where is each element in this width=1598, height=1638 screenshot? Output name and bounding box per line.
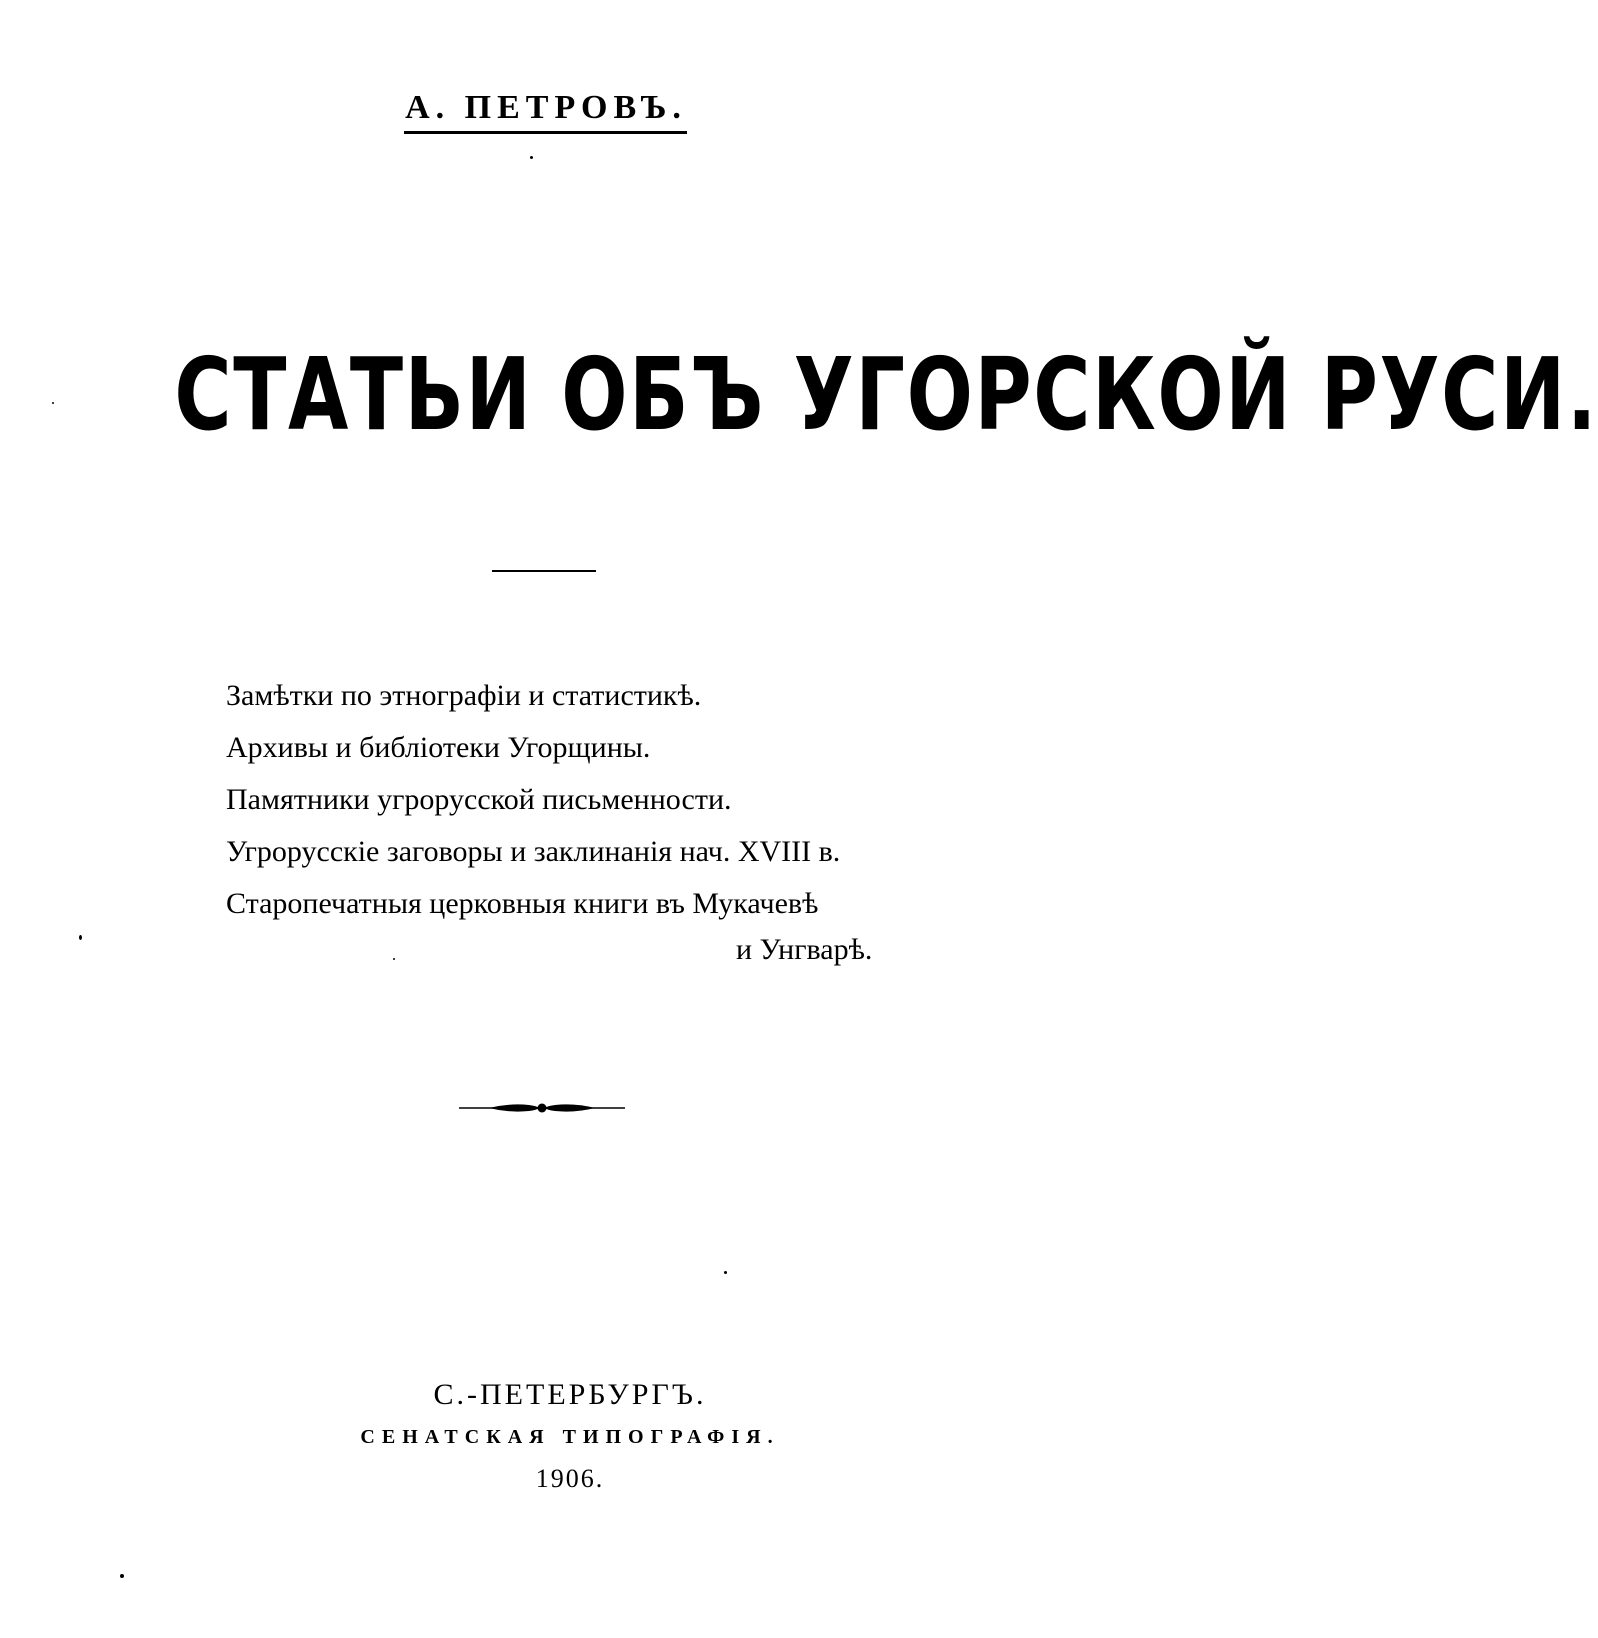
author-name: А. ПЕТРОВЪ. [405, 89, 687, 126]
title-divider [492, 570, 596, 572]
print-speck [393, 958, 395, 960]
imprint-press: СЕНАТСКАЯ ТИПОГРАФІЯ. [360, 1426, 780, 1448]
contents-item: Старопечатныя церковныя книги въ Мукачевѣ [226, 887, 819, 920]
print-speck [79, 935, 82, 940]
print-speck [724, 1271, 727, 1274]
imprint-year: 1906. [535, 1464, 605, 1493]
contents-item-continuation: и Унгварѣ. [736, 933, 873, 966]
book-title: СТАТЬИ ОБЪ УГОРСКОЙ РУСИ. [174, 336, 1598, 453]
print-speck [530, 156, 533, 159]
imprint-city: С.-ПЕТЕРБУРГЪ. [433, 1378, 707, 1411]
print-speck [120, 1574, 124, 1578]
author-underline [404, 131, 687, 134]
imprint [300, 1374, 840, 1500]
contents-list [226, 670, 986, 976]
contents-item: Замѣтки по этнографіи и статистикѣ. [226, 679, 702, 712]
print-speck [52, 402, 54, 404]
contents-item: Архивы и библіотеки Угорщины. [226, 731, 651, 764]
contents-item: Угрорусскіе заговоры и заклинанія нач. XVIII в. [226, 835, 841, 868]
contents-item: Памятники угрорусской письменности. [226, 783, 732, 816]
ornament-divider [459, 1100, 625, 1116]
